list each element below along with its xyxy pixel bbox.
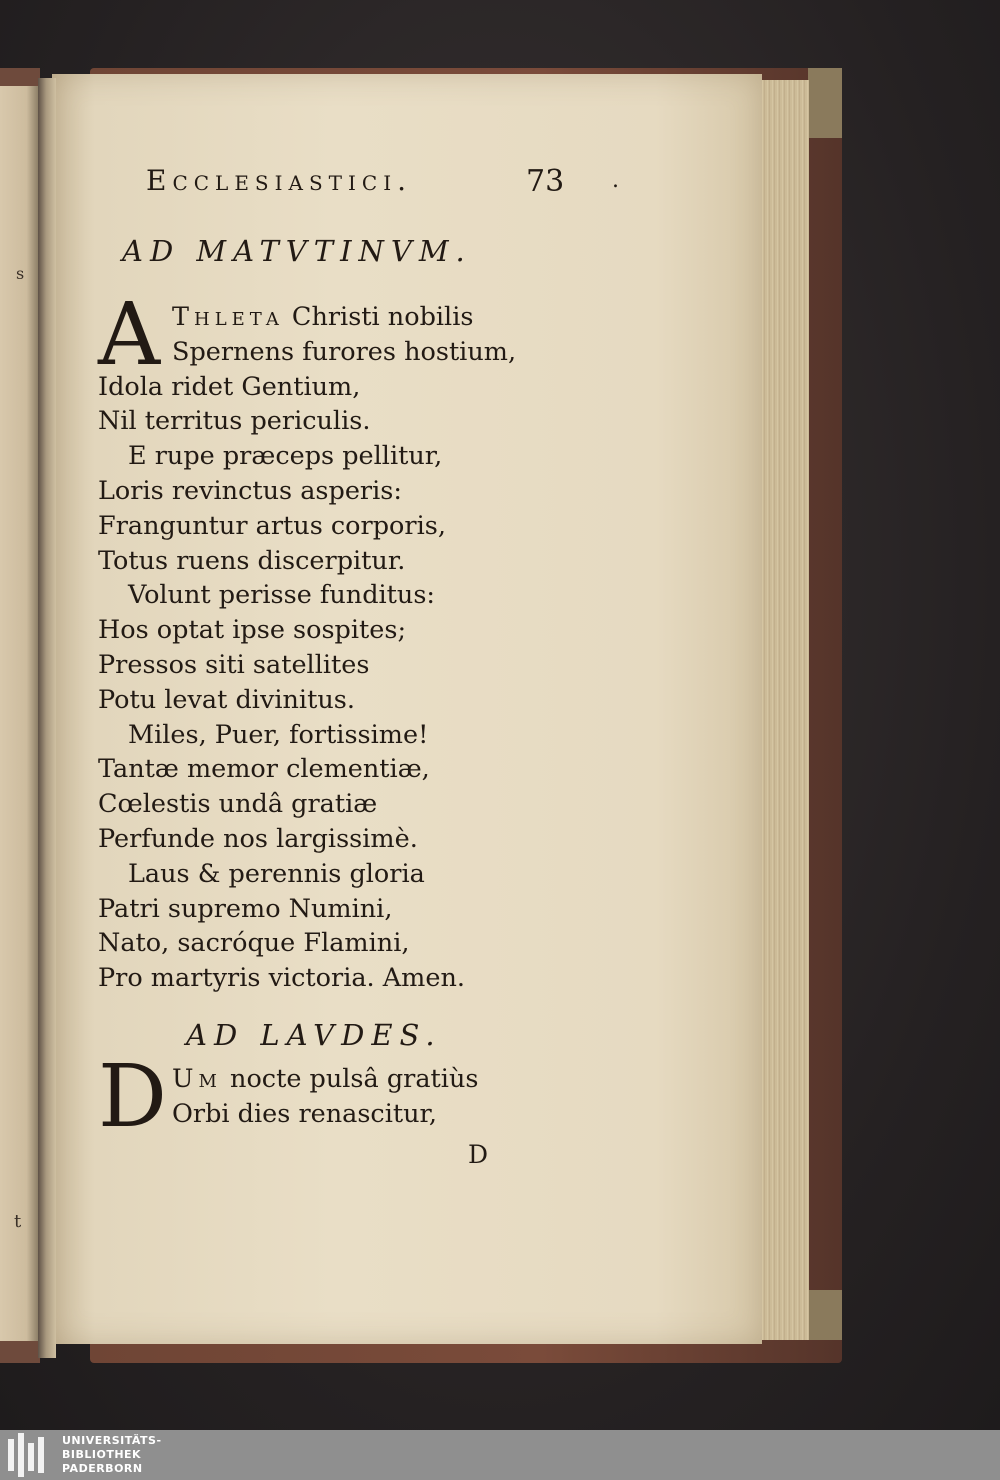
page-number: 73 bbox=[526, 164, 565, 199]
verse-line: Potu levat divinitus. bbox=[98, 684, 355, 715]
drop-cap: D bbox=[98, 1046, 167, 1147]
page-text bbox=[98, 164, 623, 1147]
verse-line: Perfunde nos largissimè. bbox=[98, 823, 418, 854]
verse-line: Totus ruens discerpitur. bbox=[98, 545, 406, 576]
book-gutter bbox=[38, 78, 56, 1358]
running-title: Ecclesiastici. bbox=[146, 164, 413, 197]
verse-line: E rupe præceps pellitur, bbox=[128, 441, 443, 472]
verse-line: Idola ridet Gentium, bbox=[98, 371, 361, 402]
library-logo-icon bbox=[8, 1433, 48, 1477]
verse-line: Franguntur artus corporis, bbox=[98, 510, 446, 541]
verse-line: Hos optat ipse sospites; bbox=[98, 615, 407, 646]
verse-line: Pro martyris victoria. Amen. bbox=[98, 963, 465, 994]
library-name-line: UNIVERSITÄTS- bbox=[62, 1434, 162, 1447]
verse-lines bbox=[98, 370, 538, 996]
verse-line: Volunt perisse funditus: bbox=[128, 580, 436, 611]
verse-line: Cœlestis undâ gratiæ bbox=[98, 789, 378, 820]
section-title-laudes: AD LAVDES. bbox=[186, 1017, 442, 1052]
verse-line: Spernens furores hostium, bbox=[172, 336, 517, 367]
verse-line bbox=[172, 300, 473, 335]
left-page-mark: t bbox=[14, 1211, 22, 1232]
verse-line-rest: nocte pulsâ gratiùs bbox=[221, 1063, 479, 1094]
header-mark: . bbox=[612, 168, 623, 193]
verse-line: Tantæ memor clementiæ, bbox=[98, 754, 430, 785]
verse-line: Orbi dies renascitur, bbox=[172, 1098, 438, 1129]
catchword: D bbox=[468, 1140, 489, 1169]
left-page-mark: s bbox=[16, 264, 25, 283]
drop-cap-row bbox=[98, 285, 538, 385]
cover-corner-top bbox=[808, 68, 842, 138]
hymn-matutinum bbox=[98, 285, 538, 996]
verse-line: Loris revinctus asperis: bbox=[98, 475, 402, 506]
verse-line: Nato, sacróque Flamini, bbox=[98, 928, 410, 959]
verse-line: Nil territus periculis. bbox=[98, 406, 371, 437]
verse-line: Miles, Puer, fortissime! bbox=[128, 719, 429, 750]
library-name-line: BIBLIOTHEK bbox=[62, 1448, 142, 1461]
cover-corner-bottom bbox=[808, 1290, 842, 1340]
verse-line: Patri supremo Numini, bbox=[98, 893, 393, 924]
small-caps-word: Um bbox=[172, 1063, 222, 1094]
verse-line: Pressos siti satellites bbox=[98, 649, 370, 680]
drop-cap-row bbox=[98, 1046, 538, 1147]
verse-line bbox=[172, 1062, 478, 1097]
verse-line-rest: Christi nobilis bbox=[283, 302, 474, 332]
running-header bbox=[98, 164, 623, 204]
library-name-line: PADERBORN bbox=[62, 1462, 143, 1475]
verse-line: Laus & perennis gloria bbox=[128, 858, 425, 889]
drop-cap: A bbox=[98, 285, 161, 385]
hymn-laudes bbox=[98, 1046, 538, 1147]
page-fore-edge bbox=[760, 80, 809, 1340]
section-title-matutinum: AD MATVTINVM. bbox=[122, 234, 472, 268]
library-name bbox=[62, 1434, 162, 1476]
library-footer bbox=[0, 1430, 1000, 1480]
small-caps-word: Thleta bbox=[172, 302, 284, 332]
left-page-edge bbox=[0, 86, 38, 1341]
